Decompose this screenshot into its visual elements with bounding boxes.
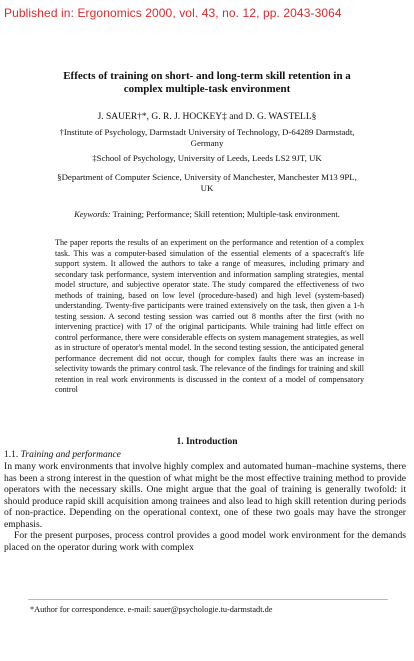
affiliation-darmstadt: †Institute of Psychology, Darmstadt University of Technology, D-64289 Darmstadt, Germany <box>59 127 355 148</box>
affiliation-manchester: §Department of Computer Science, University of Manchester, Manchester M13 9PL, UK <box>57 172 357 193</box>
paper-title <box>40 70 374 96</box>
author-list: J. SAUER†*, G. R. J. HOCKEY‡ and D. G. WASTELL§ <box>97 112 317 122</box>
subsection-title: Training and performance <box>20 450 121 460</box>
section-heading-introduction: 1. Introduction <box>176 437 238 447</box>
subsection-number: 1.1. <box>4 450 19 460</box>
paper-title-line-1: Effects of training on short- and long-term skill retention in a <box>63 70 351 82</box>
body-paragraph-1: In many work environments that involve highly complex and automated human–machine systems, there has been a strong interest in the question of what might be the most effective training method to provide operators with the necessary skills. One might argue that the goal of training is generally twofold: it should produce rapid skill acquisition among trainees and also lead to high skill retention during periods of non-practice. Depending on the operational context, one of these two goals may have the stronger emphasis. <box>4 461 406 530</box>
body-paragraph-2: For the present purposes, process control provides a good model work environment for the demands placed on the operator during work with complex <box>4 530 406 553</box>
keywords-list: Training; Performance; Skill retention; Multiple-task environment. <box>112 209 340 219</box>
keywords-label: Keywords: <box>74 209 111 219</box>
abstract: The paper reports the results of an experiment on the performance and retention of a complex task. This was a computer-based simulation of the essential elements of a spacecraft's life support system. It allowed the authors to take a range of measures, including primary and secondary task performance, system intervention and information sampling strategies, mental model structure, and subjective operator state. The study compared the effectiveness of two methods of training, based on low level (procedure-based) and high level (system-based) understanding. Twenty-five participants were trained extensively on the task, then given a 1-h testing session. A second testing session was carried out 8 months after the first (with no intervening practice) with 17 of the original participants. While training had little effect on control performance, there were considerable effects on system management strategies, as well as in structure of operator's mental model. In the second testing session, the anticipated general performance decrement did not occur, though for complex faults there was an increase in selectivity towards the primary control task. The relevance of the findings for training and skill retention in real work environments is discussed in the context of a model of compensatory control <box>55 238 364 394</box>
footnote-divider <box>28 599 388 600</box>
keywords-line <box>0 209 414 220</box>
subsection-heading <box>4 449 121 461</box>
published-in-banner: Published in: Ergonomics 2000, vol. 43, no. 12, pp. 2043-3064 <box>4 6 342 20</box>
paper-title-line-2: complex multiple-task environment <box>123 83 291 95</box>
affiliation-leeds: ‡School of Psychology, University of Leeds, Leeds LS2 9JT, UK <box>92 153 322 163</box>
correspondence-footnote: *Author for correspondence. e-mail: sauer@psychologie.tu-darmstadt.de <box>30 605 273 614</box>
body-text <box>4 461 406 553</box>
